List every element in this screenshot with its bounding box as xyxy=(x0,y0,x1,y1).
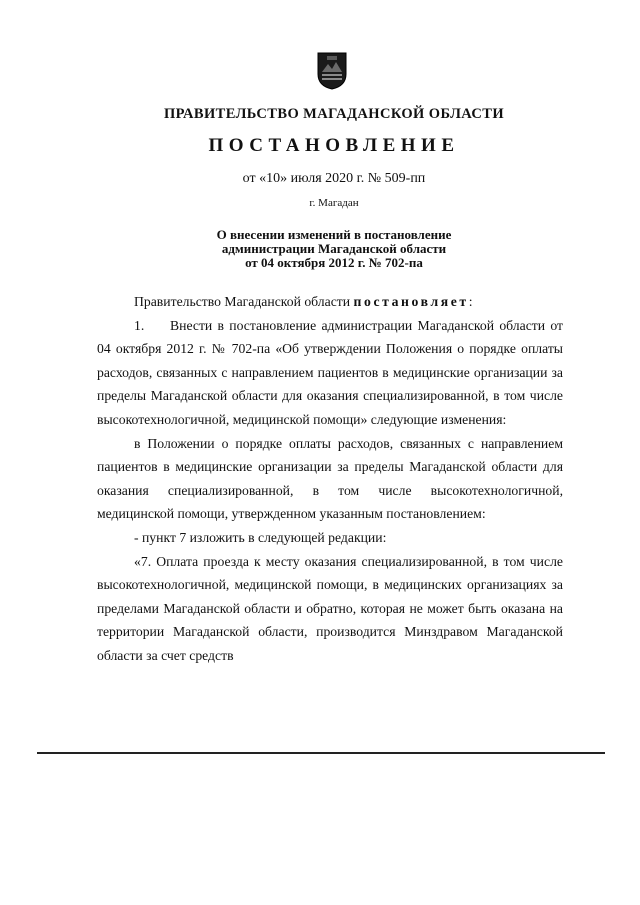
decree-body xyxy=(97,290,563,668)
preamble xyxy=(97,290,563,314)
clause-1 xyxy=(97,314,563,432)
subject-line: О внесении изменений в постановление xyxy=(216,227,452,242)
subject-line: от 04 октября 2012 г. № 702-па xyxy=(245,255,423,270)
document-type: ПОСТАНОВЛЕНИЕ xyxy=(208,135,460,156)
preamble-text: Правительство Магаданской области xyxy=(134,294,354,309)
subject-line: администрации Магаданской области xyxy=(221,241,447,256)
footer-divider xyxy=(37,752,605,754)
decree-subject xyxy=(60,228,608,270)
government-name: ПРАВИТЕЛЬСТВО МАГАДАНСКОЙ ОБЛАСТИ xyxy=(163,106,505,122)
clause-text: Внести в постановление администрации Магаданской области от 04 октября 2012 г. № 702-па «Об утверждении Положения о порядке оплаты расходов, связанных с направлением пациентов в медицинские организации за пределы Магаданской области для оказания специализированной, в том числе высокотехнологичной, медицинской помощи» следующие изменения: xyxy=(97,317,563,427)
paragraph-point-7-text: «7. Оплата проезда к месту оказания специализированной, в том числе высокотехнологичной, медицинской помощи, в медицинских организациях за пределами Магаданской области и обратно, которая не может быть оказана на территории Магаданской области, производится Минздравом Магаданской области за счет средств xyxy=(97,553,563,663)
preamble-colon: : xyxy=(468,294,473,309)
paragraph-regulation: в Положении о порядке оплаты расходов, связанных с направлением пациентов в медицинские организации за пределы Магаданской области для оказания специализированной, в том числе высокотехнологичной, медицинской помощи, утвержденном указанным постановлением: xyxy=(97,435,563,522)
coat-of-arms-icon xyxy=(317,52,347,90)
decree-date-number: от «10» июля 2020 г. № 509-пп xyxy=(242,171,426,186)
city-name: г. Магадан xyxy=(309,197,359,209)
clause-number: 1. xyxy=(134,317,145,333)
paragraph-point-7: - пункт 7 изложить в следующей редакции: xyxy=(134,529,387,545)
resolves-word: постановляет xyxy=(353,294,469,309)
